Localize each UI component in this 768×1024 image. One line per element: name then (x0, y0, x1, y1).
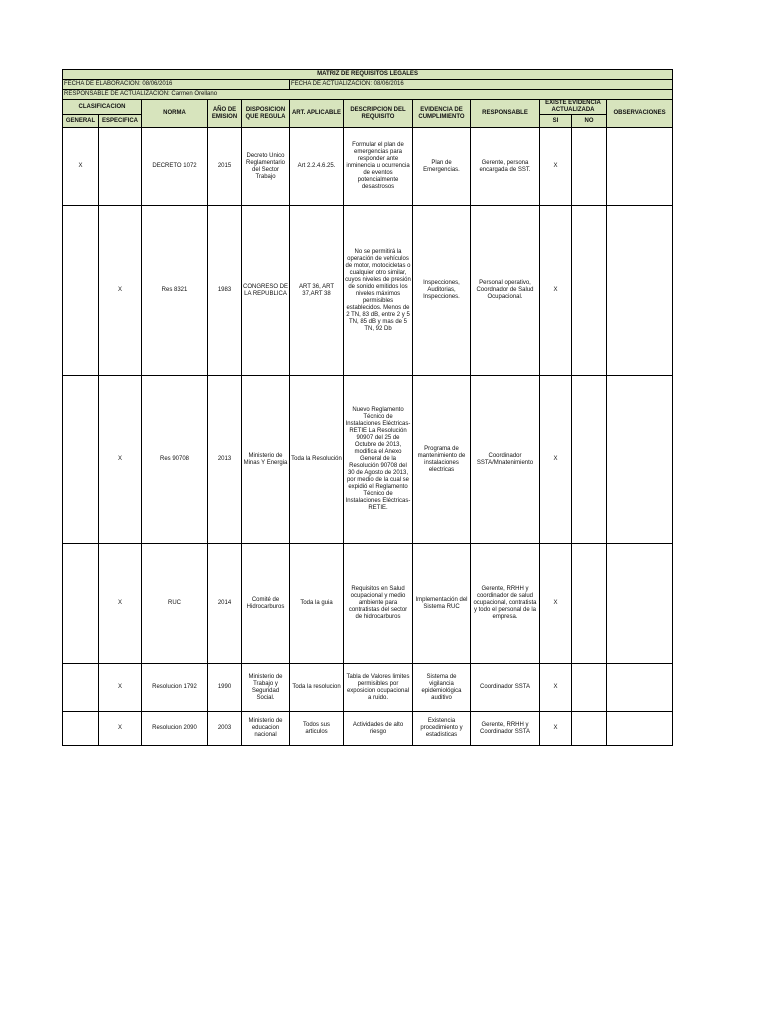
header-disposicion: DISPOSICION QUE REGULA (242, 100, 290, 128)
table-row (63, 544, 673, 664)
row-descripcion: Formular el plan de emergencias para responder ante inminencia u ocurrencia de eventos potencialmente desastrosos (344, 128, 413, 206)
row-no (572, 712, 607, 746)
row-observaciones (607, 206, 673, 376)
header-row-1 (63, 100, 673, 115)
row-general: X (63, 128, 99, 206)
row-responsable: Coordinador SSTA/Mnatenimiento (471, 376, 540, 544)
row-responsable: Gerente, RRHH y coordinador de salud ocupacional, contratista y todo el personal de la empresa. (471, 544, 540, 664)
row-evidencia: Plan de Emergencias. (413, 128, 471, 206)
row-descripcion: Actividades de alto riesgo (344, 712, 413, 746)
row-no (572, 376, 607, 544)
table-row (63, 206, 673, 376)
row-si: X (540, 664, 572, 712)
row-anio: 2003 (208, 712, 242, 746)
row-art: Art 2.2.4.6.25. (290, 128, 344, 206)
fecha-elaboracion: FECHA DE ELABORACION: 08/06/2016 (63, 80, 290, 90)
row-descripcion: Nuevo Reglamento Técnico de Instalaciones Eléctricas- RETIE La Resolución 90907 del 25 de Octubre de 2013, modifica el Anexo General de la Resolución 90708 del 30 de Agosto de 2013, por medio de la cual se expidió el Reglamento Técnico de Instalaciones Eléctricas- RETIE. (344, 376, 413, 544)
row-responsable: Personal operativo, Coordnador de Salud Ocupacional. (471, 206, 540, 376)
header-general: GENERAL (63, 115, 99, 128)
legal-requirements-sheet (62, 69, 672, 746)
row-anio: 1983 (208, 206, 242, 376)
row-general (63, 376, 99, 544)
title-row (63, 70, 673, 80)
row-disposicion: CONGRESO DE LA REPUBLICA (242, 206, 290, 376)
row-anio: 2013 (208, 376, 242, 544)
row-especifica: X (99, 664, 142, 712)
row-norma: Res 90708 (142, 376, 208, 544)
row-responsable: Coordinador SSTA (471, 664, 540, 712)
header-especifica: ESPECIFICA (99, 115, 142, 128)
row-observaciones (607, 376, 673, 544)
row-disposicion: Ministerio de educacion nacional (242, 712, 290, 746)
row-disposicion: Decreto Unico Reglamentario del Sector Trabajo (242, 128, 290, 206)
page-title: MATRIZ DE REQUISITOS LEGALES (63, 70, 673, 80)
header-clasificacion: CLASIFICACION (63, 100, 142, 115)
row-evidencia: Sistema de vigilancia epidemiológica auditivo (413, 664, 471, 712)
row-especifica (99, 128, 142, 206)
row-evidencia: Existencia procedimiento y estadisticas (413, 712, 471, 746)
table-row (63, 376, 673, 544)
row-art: Todos sus articulos (290, 712, 344, 746)
row-observaciones (607, 712, 673, 746)
row-art: Toda la guia (290, 544, 344, 664)
row-no (572, 544, 607, 664)
row-no (572, 664, 607, 712)
row-especifica: X (99, 712, 142, 746)
row-evidencia: Implementación del Sistema RUC (413, 544, 471, 664)
header-responsable: RESPONSABLE (471, 100, 540, 128)
row-si: X (540, 128, 572, 206)
table-row (63, 128, 673, 206)
row-si: X (540, 544, 572, 664)
row-norma: Resolucion 1792 (142, 664, 208, 712)
row-si: X (540, 712, 572, 746)
header-evidencia: EVIDENCIA DE CUMPLIMIENTO (413, 100, 471, 128)
header-observaciones: OBSERVACIONES (607, 100, 673, 128)
row-especifica: X (99, 376, 142, 544)
row-anio: 2015 (208, 128, 242, 206)
row-observaciones (607, 664, 673, 712)
row-anio: 2014 (208, 544, 242, 664)
row-art: ART 36, ART 37,ART 38 (290, 206, 344, 376)
row-descripcion: No se permitirá la operación de vehículos de motor, motocicletas o cualquier otro similar, cuyos niveles de presión de sonido emitidos los niveles máximos permisibles establecidos. Menos de 2 TN, 83 dB, entre 2 y 5 TN, 85 dB y mas de 5 TN, 92 Db (344, 206, 413, 376)
row-especifica: X (99, 206, 142, 376)
row-si: X (540, 376, 572, 544)
header-existe-evidencia: EXISTE EVIDENCIA ACTUALIZADA (540, 100, 607, 115)
row-no (572, 128, 607, 206)
row-no (572, 206, 607, 376)
responsable-actualizacion: RESPONSABLE DE ACTUALIZACION: Carmen Orellano (63, 90, 673, 100)
dates-row (63, 80, 673, 90)
header-no: NO (572, 115, 607, 128)
row-norma: DECRETO 1072 (142, 128, 208, 206)
row-descripcion: Requisitos en Salud ocupacional y medio ambiente para contratistas del sector de hidrocarburos (344, 544, 413, 664)
row-norma: RUC (142, 544, 208, 664)
row-disposicion: Comité de Hidrocarburos (242, 544, 290, 664)
row-evidencia: Programa de mantenimiento de instalaciones electricas (413, 376, 471, 544)
row-responsable: Gerente, RRHH y Coordinador SSTA (471, 712, 540, 746)
row-general (63, 206, 99, 376)
table-row (63, 712, 673, 746)
header-descripcion: DESCRIPCION DEL REQUISITO (344, 100, 413, 128)
row-general (63, 544, 99, 664)
fecha-actualizacion: FECHA DE ACTUALIZACION: 08/06/2016 (290, 80, 673, 90)
row-general (63, 712, 99, 746)
row-norma: Resolucion 2090 (142, 712, 208, 746)
row-anio: 1990 (208, 664, 242, 712)
row-si: X (540, 206, 572, 376)
header-si: SI (540, 115, 572, 128)
requirements-table (62, 69, 673, 746)
row-art: Toda la Resolución (290, 376, 344, 544)
header-art: ART. APLICABLE (290, 100, 344, 128)
responsable-row (63, 90, 673, 100)
table-row (63, 664, 673, 712)
row-evidencia: Inspecciones, Auditorias, Inspecciones. (413, 206, 471, 376)
row-norma: Res 8321 (142, 206, 208, 376)
row-art: Toda la resolucion (290, 664, 344, 712)
row-disposicion: Ministerio de Minas Y Energia (242, 376, 290, 544)
row-descripcion: Tabla de Valores limites permisibles por exposicion ocupacional a ruido. (344, 664, 413, 712)
row-observaciones (607, 544, 673, 664)
header-norma: NORMA (142, 100, 208, 128)
row-especifica: X (99, 544, 142, 664)
row-general (63, 664, 99, 712)
row-observaciones (607, 128, 673, 206)
header-anio: AÑO DE EMISION (208, 100, 242, 128)
row-responsable: Gerente, persona encargada de SST. (471, 128, 540, 206)
row-disposicion: Ministerio de Trabajo y Seguridad Social. (242, 664, 290, 712)
